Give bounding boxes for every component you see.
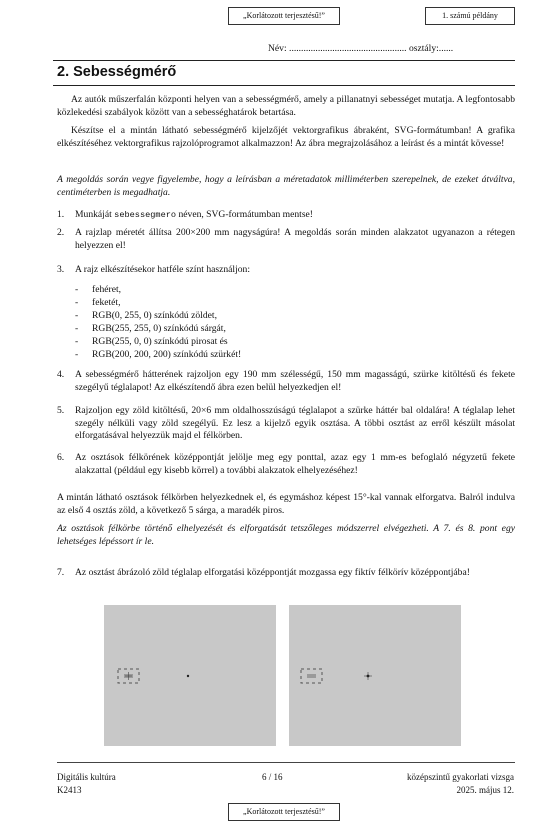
item-5-number: 5. bbox=[57, 405, 65, 416]
sample-image-1 bbox=[104, 605, 276, 746]
item-5-text: Rajzoljon egy zöld kitöltésű, 20×6 mm oldalhosszúságú téglalapot a szürke háttér bal oldalára! A téglalap lehet szegély nélküli vagy zöld szegélyű. Ez lesz a kijelző egyik osztása. A többi osztást az erről készült másolat elforgatásával helyezzük majd el félkörben. bbox=[75, 405, 515, 442]
filename-code: sebessegmero bbox=[114, 210, 177, 220]
color-list-dash: - bbox=[75, 297, 79, 308]
restricted-label-top: „Korlátozott terjesztésű!” bbox=[228, 7, 340, 25]
item-2-number: 2. bbox=[57, 227, 65, 238]
title-rule-bottom bbox=[53, 85, 515, 86]
footer-subject: Digitális kultúra bbox=[57, 772, 116, 782]
item-4-number: 4. bbox=[57, 369, 65, 380]
restricted-label-bottom: „Korlátozott terjesztésű!” bbox=[228, 803, 340, 821]
item-6-text: Az osztások félkörének középpontját jelölje meg egy ponttal, azaz egy 1 mm-es befoglaló négyzetű fekete alakzattal (például egy kisebb körrel) a további alakzatok elhelyezéséhez! bbox=[75, 452, 515, 476]
sample-drawing-2 bbox=[289, 605, 461, 746]
intro-paragraph-1: Az autók műszerfalán központi helyen van a sebességmérő, amely a pillanatnyi sebességet mutatja. A legfontosabb közlekedési szabályok között van a sebességhatárok betartása. bbox=[57, 94, 515, 118]
color-list-item: RGB(255, 255, 0) színkódú sárgát, bbox=[92, 323, 226, 334]
rotation-paragraph: A mintán látható osztások félkörben helyezkednek el, és egymáshoz képest 15°-kal vannak elforgatva. Balról indulva az első 4 osztás zöld, a következő 5 sárga, a maradék piros. bbox=[57, 492, 515, 516]
center-dot bbox=[367, 675, 370, 678]
color-list-item: RGB(200, 200, 200) színkódú szürkét! bbox=[92, 349, 242, 360]
color-list-item: RGB(0, 255, 0) színkódú zöldet, bbox=[92, 310, 217, 321]
footer-exam-type: középszintű gyakorlati vizsga bbox=[407, 772, 514, 782]
name-class-line: Név: ................................................. osztály:...... bbox=[268, 43, 454, 54]
section-title: 2. Sebességmérő bbox=[57, 64, 177, 80]
footer-date: 2025. május 12. bbox=[456, 785, 514, 795]
item-2-text: A rajzlap méretét állítsa 200×200 mm nagyságúra! A megoldás során minden alakzatot ugyanazon a rétegen helyezzen el! bbox=[75, 227, 515, 251]
footer-rule bbox=[57, 762, 515, 763]
item-6-number: 6. bbox=[57, 452, 65, 463]
note-paragraph: A megoldás során vegye figyelembe, hogy a leírásban a méretadatok milliméterben szerepelnek, de ezeket átváltva, centiméterben is megadhatja. bbox=[57, 174, 515, 198]
color-list-dash: - bbox=[75, 336, 79, 347]
color-list-dash: - bbox=[75, 310, 79, 321]
footer-page-number: 6 / 16 bbox=[262, 772, 283, 782]
color-list-dash: - bbox=[75, 349, 79, 360]
color-list-dash: - bbox=[75, 323, 79, 334]
method-note-paragraph: Az osztások félkörbe történő elhelyezését és elforgatását tetszőleges módszerrel elvégezheti. A 7. és 8. pont egy lehetséges lépéssort ír le. bbox=[57, 523, 515, 547]
color-list-dash: - bbox=[75, 284, 79, 295]
center-dot bbox=[187, 675, 189, 677]
color-list-item: feketét, bbox=[92, 297, 121, 308]
sample-drawing-1 bbox=[104, 605, 276, 746]
green-tick-rectangle bbox=[307, 674, 316, 678]
item-3-text: A rajz elkészítésekor hatféle színt használjon: bbox=[75, 264, 251, 275]
item-3-number: 3. bbox=[57, 264, 65, 275]
footer-code: K2413 bbox=[57, 785, 82, 795]
title-rule-top bbox=[53, 60, 515, 61]
item-1-text: Munkáját sebessegmero néven, SVG-formátumban mentse! bbox=[75, 209, 314, 220]
copy-number-label: 1. számú példány bbox=[425, 7, 515, 25]
item-1-number: 1. bbox=[57, 209, 65, 220]
color-list-item: fehéret, bbox=[92, 284, 122, 295]
intro-paragraph-2: Készítse el a mintán látható sebességmérő kijelzőjét vektorgrafikus ábraként, SVG-formátumban! A grafika elkészítéséhez vektorgrafikus rajzolóprogramot alkalmazzon! Az ábra megrajzolásához a leírást és a mintát kövesse! bbox=[57, 125, 515, 149]
item-4-text: A sebességmérő hátterének rajzoljon egy 190 mm szélességű, 150 mm magasságú, szürke kitöltésű és fekete szegélyű téglalapot! Az elkészítendő ábra ezen belül helyezkedjen el! bbox=[75, 369, 515, 393]
color-list-item: RGB(255, 0, 0) színkódú pirosat és bbox=[92, 336, 228, 347]
item-7-number: 7. bbox=[57, 567, 65, 578]
item-7-text: Az osztást ábrázoló zöld téglalap elforgatási középpontját mozgassa egy fiktív félkörív középpontjába! bbox=[75, 567, 470, 578]
sample-image-2 bbox=[289, 605, 461, 746]
